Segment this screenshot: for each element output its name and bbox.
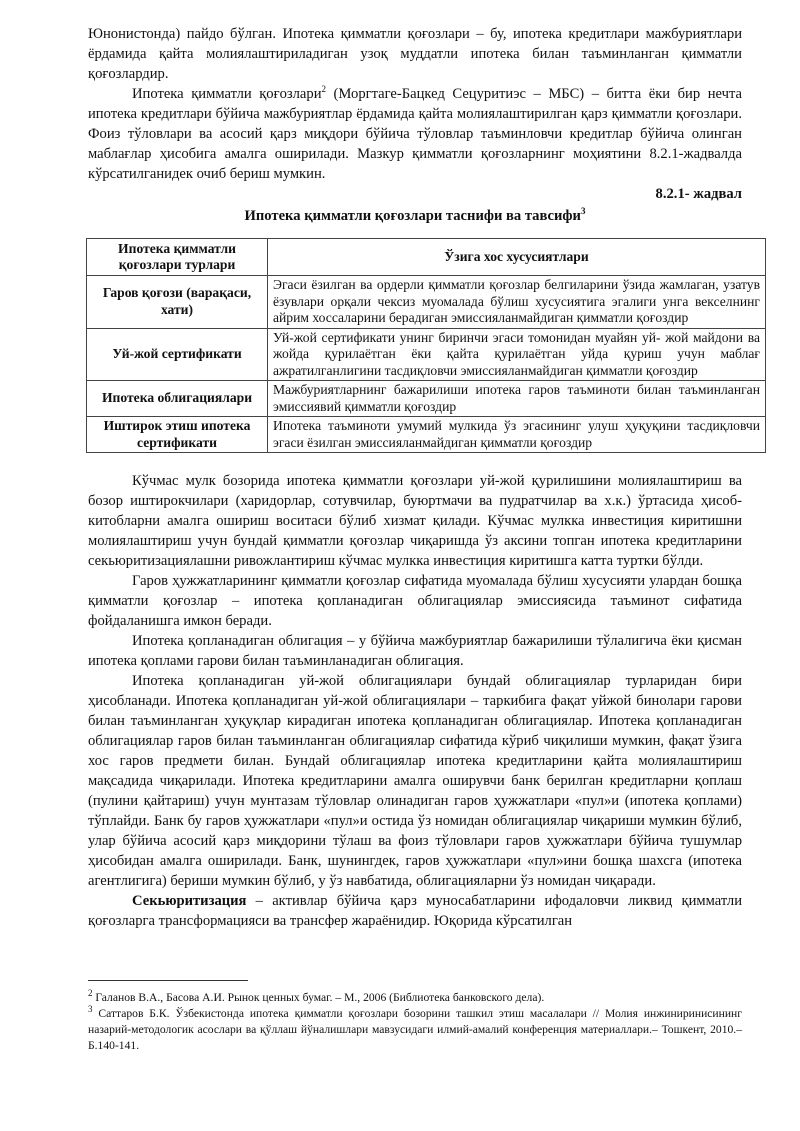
footnote-text: Саттаров Б.К. Ўзбекистонда ипотека қимматли қоғозлари бозорини ташкил этиш масалалари // Молия инжиниринисининг назарий-методологик асослари ва қўллаш йўналишлари мавзусидаги илмий-амалий конференция материаллари.– Тошкент, 2010.– Б.140-141.	[88, 1007, 742, 1052]
table-cell-type: Иштирок этиш ипотека сертификати	[87, 417, 268, 453]
table-cell-desc: Эгаси ёзилган ва ордерли қимматли қоғозлар белгиларини ўзида жамлаган, узатув ёзувлари орқали чексиз муомалада бўлиш хусусиятига эгалиги унга векселнинг айрим хоссаларини берадиган эмиссияланмайдиган қимматли қоғоздир	[268, 276, 766, 329]
footnote-mark: 2	[88, 988, 93, 999]
footnote-text: Галанов В.А., Басова А.И. Рынок ценных бумаг. – М., 2006 (Библиотека банковского дела).	[92, 991, 545, 1004]
table-header-features: Ўзига хос хусусиятлари	[268, 239, 766, 276]
footnote-3	[88, 1006, 742, 1054]
paragraph-mbs-definition	[88, 84, 742, 184]
footnote-ref-2[interactable]: 2	[321, 84, 327, 95]
paragraph-real-estate: Кўчмас мулк бозорида ипотека қимматли қоғозлари уй-жой қурилишини молиялаштириш ва бозор иштирокчилари (харидорлар, сотувчилар, буюртмачи ва пудратчилар ва х.к.) ўртасида ҳисоб-китобларни амалга ошириш воситаси бўлиб хизмат қилади. Кўчмас мулкка инвестиция киритишни молиялаштириш учун бундай қимматли қоғозлар чиқаришда ўз аксини топган ипотека кредитларини секьюритизациялашни ривожлантириш кўчмас мулкка инвестиция киритишга катта туртки бўлди.	[88, 473, 742, 569]
table-cell-type: Уй-жой сертификати	[87, 328, 268, 381]
paragraph-housing-bonds: Ипотека қопланадиган уй-жой облигациялари бундай облигациялар турларидан бири ҳисобланади. Ипотека қопланадиган уй-жой облигациялари – таркибига фақат уйжой бинолари гарови билан таъминланган ҳуқуқлар кирадиган ипотека қопланадиган облигациялар. Ипотека қопланадиган облигациялар гаров билан таъминланган облигациялар сифатида кўриб чиқилиши мумкин, фақат ўзига хос гаров предмети билан. Бундай облигациялар ипотека кредитларини қайта молиялаштириш мақсадида чиқарилади. Ипотека кредитларини амалга оширувчи банк берилган кредитларни қоплаш (пулини қайтариш) учун мунтазам тўловлар олинадиган гаров ҳужжатлари «пул»и (ипотека қоплами) тўплайди. Банк бу гаров ҳужжатлари «пул»и остида ўз номидан облигациялар чиқариши мумкин бўлиб, улар бўйича асосий қарз миқдорини тўлаш ва фоиз тўловлари гаров ҳужжатлари бўйича тушумлар ҳисобидан амалга оширилади. Банк, шунингдек, гаров ҳужжатлари «пул»ини бошқа шахсга (ипотека агентлигига) бериши мумкин бўлиб, у ўз навбатида, облигацияларни ўз номидан чиқаради.	[88, 673, 742, 889]
mortgage-securities-table	[86, 238, 766, 453]
table-cell-desc: Мажбуриятларнинг бажарилиши ипотека гаров таъминоти билан таъминланган эмиссиявий қимматли қоғоздир	[268, 381, 766, 417]
table-header-types: Ипотека қимматли қоғозлари турлари	[87, 239, 268, 276]
paragraph-securitization	[88, 891, 742, 931]
footnote-mark: 3	[88, 1004, 93, 1015]
paragraph-intro: Юнонистонда) пайдо бўлган. Ипотека қимматли қоғозлари – бу, ипотека кредитлари мажбуриятлари ёрдамида қайта молиялаштириладиган узоқ муддатли ипотека билан таъминланган қимматли қоғозлардир.	[88, 26, 742, 82]
table-cell-type: Ипотека облигациялари	[87, 381, 268, 417]
mbs-term: Ипотека қимматли қоғозлари	[132, 86, 322, 102]
footnotes	[88, 990, 742, 1054]
table-title	[88, 206, 742, 226]
table-row	[87, 276, 766, 329]
table-row	[87, 417, 766, 453]
mbs-text: (Моргтаге-Бацкед Сецуритиэс – МБС) – битта ёки бир нечта ипотека кредитлари бўйича мажбуриятлар ёрдамида қайта молиялаштирилган қарз қимматли қоғозлари. Фоиз тўловлари ва асосий қарз миқдори бўйича тўловлар таъминловчи кредитлар бўйича олинган маблағлар ҳисобига амалга оширилади. Мазкур қимматли қоғозларнинг моҳиятини 8.2.1-жадвалда кўрсатилганидек очиб бериш мумкин.	[88, 86, 743, 182]
paragraph-collateral-docs: Гаров ҳужжатларининг қимматли қоғозлар сифатида муомалада бўлиш хусусияти улардан бошқа қимматли қоғозлар – ипотека қопланадиган облигациялар эмиссиясида таъминот сифатида фойдаланишга имкон беради.	[88, 573, 742, 629]
table-row	[87, 381, 766, 417]
table-title-text: Ипотека қимматли қоғозлари таснифи ва тавсифи	[244, 208, 581, 224]
table-cell-type: Гаров қоғози (варақаси, хати)	[87, 276, 268, 329]
footnote-2	[88, 990, 742, 1006]
table-cell-desc: Уй-жой сертификати унинг биринчи эгаси томонидан муайян уй- жой майдони ва жойда қурилаётган ёки қайта қурилаётган уйда қуриш учун маблағ ажратилганлигини тасдиқловчи эмиссияланмайдиган қимматли қоғоздир	[268, 328, 766, 381]
table-row	[87, 328, 766, 381]
footnote-ref-3[interactable]: 3	[580, 206, 586, 217]
paragraph-covered-bond: Ипотека қопланадиган облигация – у бўйича мажбуриятлар бажарилиши тўлалигича ёки қисман ипотека қоплами гарови билан таъминланадиган облигация.	[88, 633, 742, 669]
table-header-row	[87, 239, 766, 276]
table-cell-desc: Ипотека таъминоти умумий мулкида ўз эгасининг улуш ҳуқуқини тасдиқловчи эгаси ёзилган эмиссияланмайдиган қимматли қоғоздир	[268, 417, 766, 453]
securitization-term: Секьюритизация	[132, 893, 247, 909]
table-number: 8.2.1- жадвал	[655, 186, 742, 202]
document-page	[88, 24, 760, 931]
securitization-text: – активлар бўйича қарз муносабатларини ифодаловчи ликвид қимматли қоғозларга трансформацияси ва трансфер жараёнидир. Юқорида кўрсатилган	[88, 893, 742, 929]
footnote-divider	[88, 980, 248, 981]
